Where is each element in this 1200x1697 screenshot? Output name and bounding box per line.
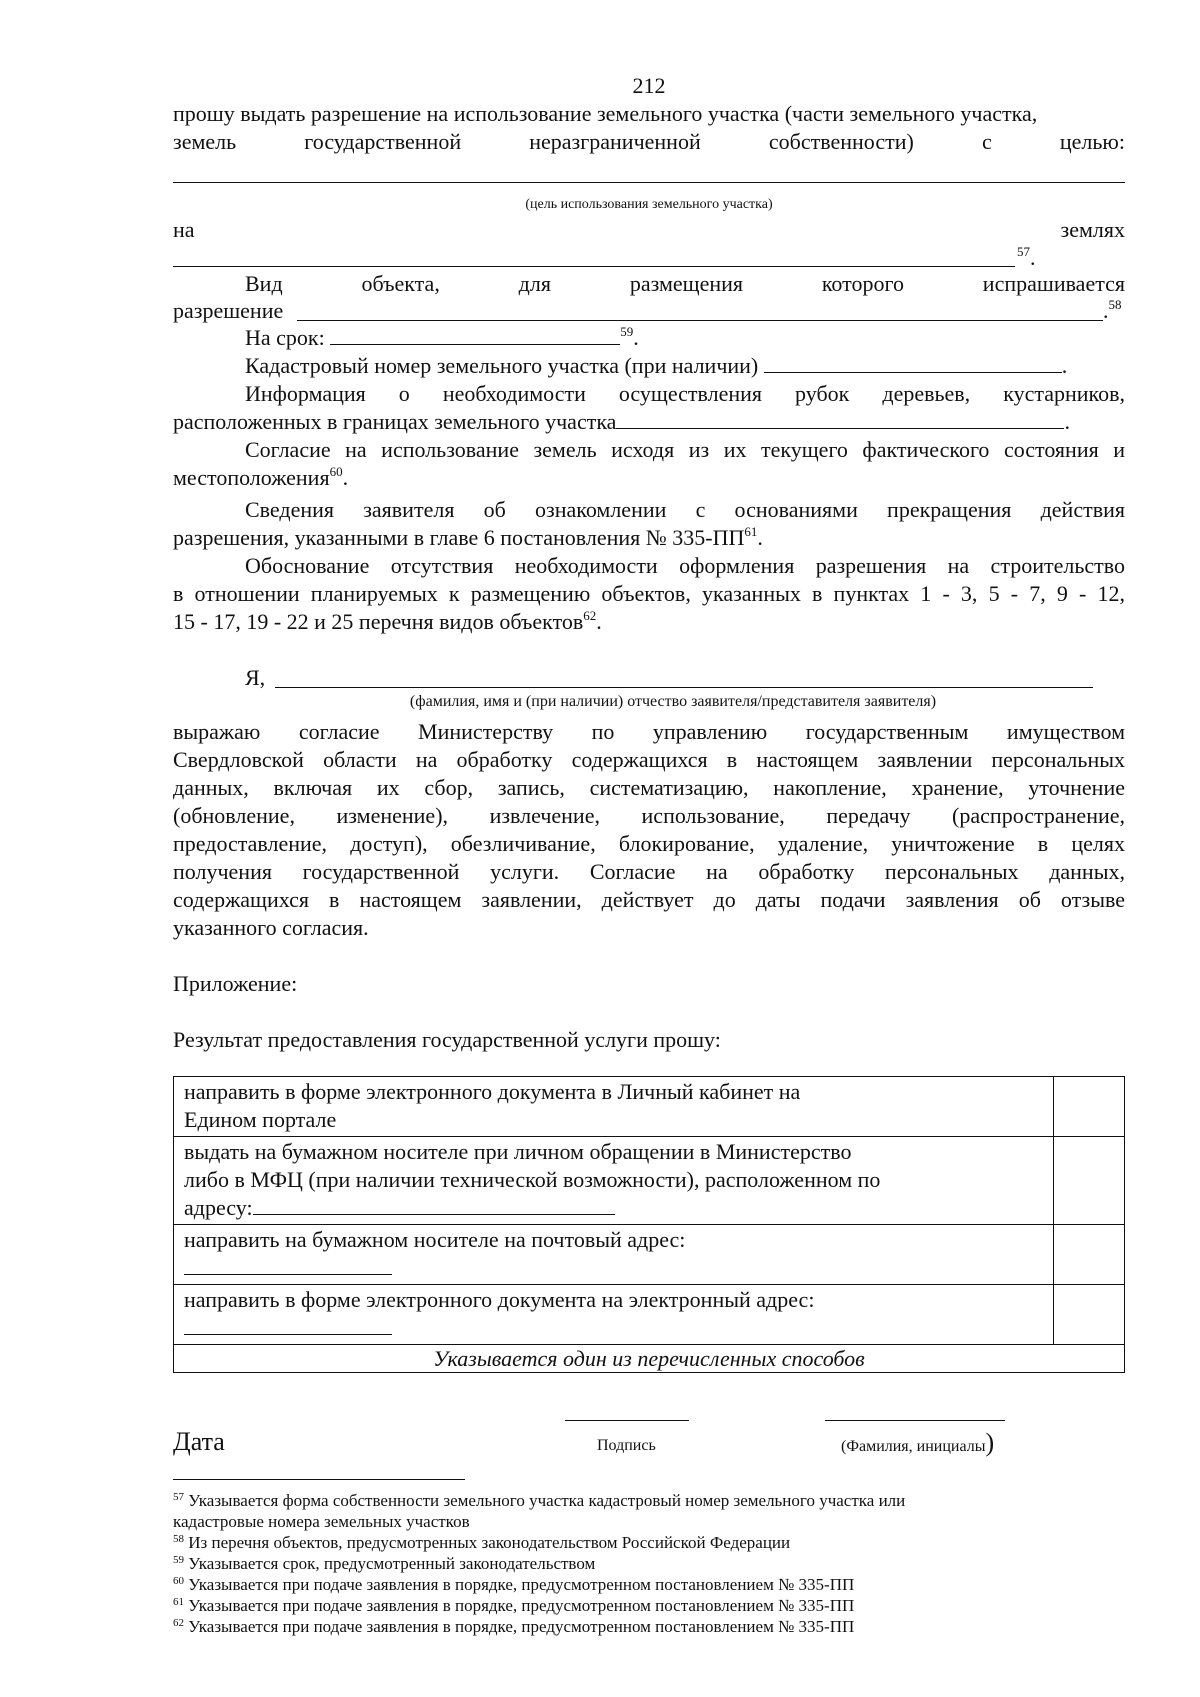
footnote-59: $^{59}$ Указывается срок, предусмотренный законодательством [173, 1554, 596, 1573]
cadastral-line: Кадастровый номер земельного участка (при наличии) . [245, 353, 1068, 378]
object-line-1: Вид объекта, для размещения которого испрашивается [245, 271, 1125, 296]
consent-line-1: выражаю согласие Министерству по управлению государственным имуществом [173, 719, 1125, 744]
option-row-personal [174, 1137, 1125, 1225]
object-footnote-ref: .$^{58}$ [1103, 297, 1122, 323]
option-row-cabinet [174, 1077, 1125, 1137]
footnote-58: $^{58}$ Из перечня объектов, предусмотренных законодательством Российской Федерации [173, 1533, 791, 1552]
justify-line-1: Обоснование отсутствия необходимости оформления разрешения на строительство [245, 553, 1125, 578]
option-row-note [174, 1345, 1125, 1373]
name-caption: (Фамилия, инициалы) [841, 1428, 995, 1457]
intro-line-2: земель государственной неразграниченной собственности) с целью: [173, 129, 1125, 154]
consent-line-6: получения государственной услуги. Согласие на обработку персональных данных, [173, 859, 1125, 884]
consent-line-5: предоставление, доступ), обезличивание, блокирование, удаление, уничтожение в целях [173, 831, 1125, 856]
footnote-61: $^{61}$ Указывается при подаче заявления в порядке, предусмотренном постановлением № 335-ПП [173, 1596, 855, 1615]
consent-line-3: данных, включая их сбор, запись, систематизацию, накопление, хранение, уточнение [173, 775, 1125, 800]
address-input[interactable] [253, 1196, 615, 1215]
purpose-fill-line[interactable] [173, 182, 1125, 183]
footnote-62: $^{62}$ Указывается при подаче заявления в порядке, предусмотренном постановлением № 335-ПП [173, 1617, 855, 1636]
object-fill-line[interactable] [297, 320, 1103, 321]
lands-line: на землях [173, 217, 1125, 242]
signature-line[interactable] [565, 1420, 689, 1421]
delivery-options-table [173, 1076, 1125, 1373]
postal-address-input[interactable] [184, 1256, 392, 1275]
date-label: Дата [173, 1427, 225, 1456]
term-input[interactable] [330, 324, 620, 345]
land-consent-line-2: местоположения$^{60}$. [173, 464, 349, 490]
felling-line-2: расположенных в границах земельного участка . [173, 409, 1070, 434]
justify-line-2: в отношении планируемых к размещению объектов, указанных в пунктах 1 - 3, 5 - 7, 9 - 12, [173, 581, 1125, 606]
option-cabinet-text: направить в форме электронного документа в Личный кабинет на Едином портале [174, 1077, 1054, 1137]
felling-input[interactable] [616, 408, 1064, 429]
consent-line-4: (обновление, изменение), извлечение, использование, передачу (распространение, [173, 803, 1125, 828]
option-row-email [174, 1285, 1125, 1345]
consent-line-2: Свердловской области на обработку содержащихся в настоящем заявлении персональных [173, 747, 1125, 772]
footnote-57: $^{57}$ Указывается форма собственности земельного участка кадастровый номер земельного участка или [173, 1491, 906, 1510]
email-address-input[interactable] [184, 1316, 392, 1335]
option-personal-text: выдать на бумажном носителе при личном обращении в Министерство либо в МФЦ (при наличии технической возможности), расположенном по адресу: [174, 1137, 1054, 1225]
lands-footnote-ref: $^{57}$. [1017, 244, 1036, 270]
felling-line-1: Информация о необходимости осуществления рубок деревьев, кустарников, [245, 381, 1125, 406]
purpose-caption: (цель использования земельного участка) [525, 197, 773, 212]
option-row-post [174, 1225, 1125, 1285]
page-number: 212 [632, 73, 666, 98]
option-post-checkbox[interactable] [1054, 1225, 1125, 1285]
attachment-label: Приложение: [173, 971, 298, 996]
option-email-text: направить в форме электронного документа на электронный адрес: [174, 1285, 1054, 1345]
info-line-2: разрешения, указанными в главе 6 постановления № 335-ПП$^{61}$. [173, 524, 763, 550]
option-personal-checkbox[interactable] [1054, 1137, 1125, 1225]
applicant-caption: (фамилия, имя и (при наличии) отчество заявителя/представителя заявителя) [409, 693, 937, 710]
signature-caption: Подпись [597, 1437, 656, 1454]
term-line: На срок: $^{59}$. [245, 324, 639, 350]
lands-fill-line[interactable] [173, 266, 1015, 267]
footnote-60: $^{60}$ Указывается при подаче заявления в порядке, предусмотренном постановлением № 335-ПП [173, 1575, 855, 1594]
option-post-text: направить на бумажном носителе на почтовый адрес: [174, 1225, 1054, 1285]
applicant-fill-line[interactable] [275, 687, 1093, 688]
justify-line-3: 15 - 17, 19 - 22 и 25 перечня видов объектов$^{62}$. [173, 608, 602, 634]
name-line[interactable] [825, 1420, 1005, 1421]
options-note: Указывается один из перечисленных способов [174, 1345, 1125, 1373]
footnote-57-cont: кадастровые номера земельных участков [173, 1512, 470, 1531]
applicant-line: Я, [245, 665, 266, 690]
info-line-1: Сведения заявителя об ознакомлении с основаниями прекращения действия [245, 497, 1125, 522]
document-page [173, 0, 1125, 1697]
cadastral-input[interactable] [764, 352, 1062, 373]
consent-line-7: содержащихся в настоящем заявлении, действует до даты подачи заявления об отзыве [173, 887, 1125, 912]
object-line-2: разрешение [173, 298, 284, 323]
land-consent-line-1: Согласие на использование земель исходя из их текущего фактического состояния и [245, 437, 1125, 462]
option-cabinet-checkbox[interactable] [1054, 1077, 1125, 1137]
footnote-separator [173, 1479, 465, 1480]
intro-line-1: прошу выдать разрешение на использование земельного участка (части земельного участка, [173, 101, 1038, 126]
option-email-checkbox[interactable] [1054, 1285, 1125, 1345]
consent-line-8: указанного согласия. [173, 915, 369, 940]
result-label: Результат предоставления государственной услуги прошу: [173, 1027, 721, 1052]
